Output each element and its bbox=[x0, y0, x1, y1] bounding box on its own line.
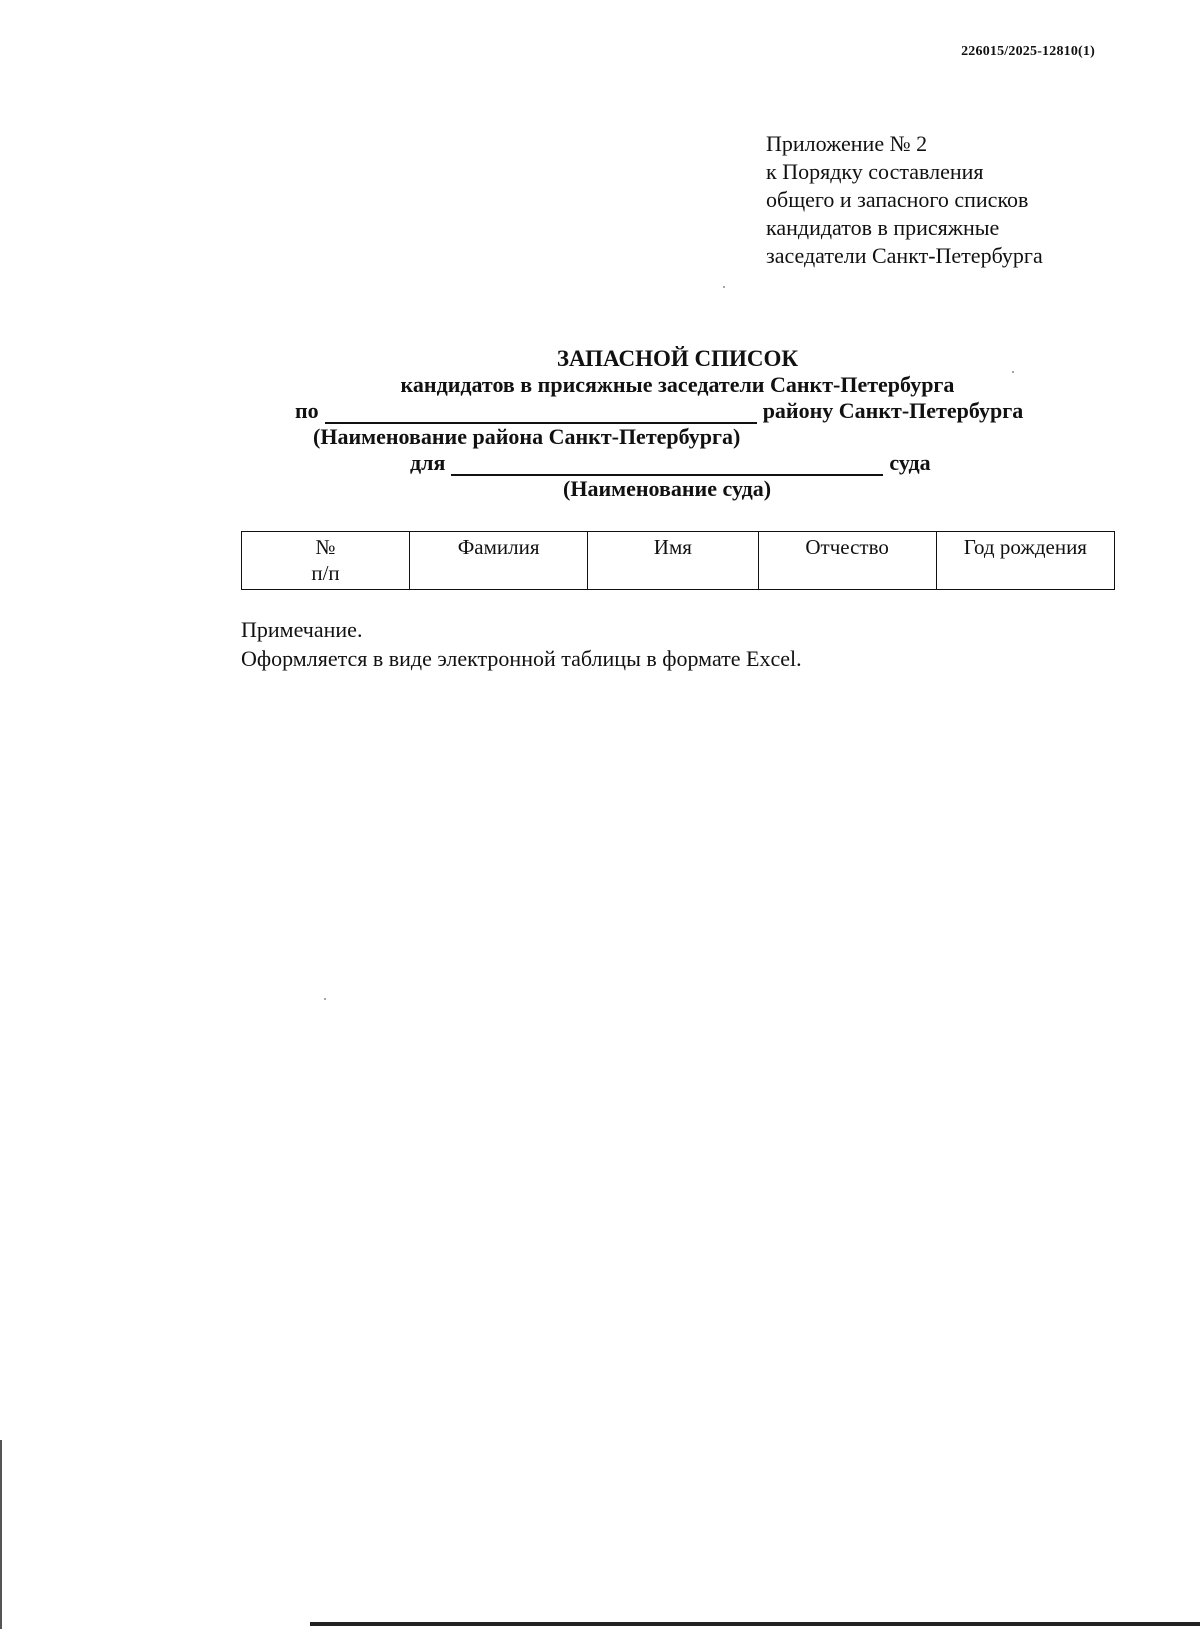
district-suffix: району Санкт-Петербурга bbox=[762, 398, 1024, 423]
header-surname: Фамилия bbox=[410, 532, 588, 590]
court-caption: (Наименование суда) bbox=[563, 476, 772, 501]
appendix-line: кандидатов в присяжные bbox=[766, 215, 1000, 240]
court-prefix: для bbox=[410, 450, 446, 475]
note-text: Оформляется в виде электронной таблицы в формате Excel. bbox=[241, 646, 802, 671]
court-line bbox=[410, 450, 931, 476]
district-caption: (Наименование района Санкт-Петербурга) bbox=[313, 424, 741, 449]
header-name: Имя bbox=[588, 532, 758, 590]
header-birth-year: Год рождения bbox=[936, 532, 1114, 590]
district-blank bbox=[325, 402, 757, 424]
table-header-row bbox=[242, 532, 1115, 590]
scan-speck bbox=[324, 998, 326, 1000]
scan-bottom-edge bbox=[310, 1622, 1200, 1626]
court-suffix: суда bbox=[889, 450, 931, 475]
appendix-line: к Порядку составления bbox=[766, 159, 984, 184]
scan-speck bbox=[723, 286, 725, 288]
scan-speck bbox=[1012, 371, 1014, 373]
document-title: ЗАПАСНОЙ СПИСОК bbox=[556, 346, 799, 371]
header-number-line1: № bbox=[315, 535, 336, 559]
court-blank bbox=[451, 454, 883, 476]
scan-edge bbox=[0, 1440, 2, 1629]
district-prefix: по bbox=[295, 398, 319, 423]
header-patronymic: Отчество bbox=[758, 532, 936, 590]
note-block bbox=[241, 615, 802, 673]
district-line bbox=[295, 398, 1023, 424]
appendix-line: общего и запасного списков bbox=[766, 187, 1029, 212]
document-number: 226015/2025-12810(1) bbox=[961, 44, 1095, 59]
header-number bbox=[242, 532, 410, 590]
appendix-line: Приложение № 2 bbox=[766, 131, 928, 156]
candidates-table bbox=[241, 531, 1115, 590]
document-subtitle: кандидатов в присяжные заседатели Санкт-Петербурга bbox=[400, 372, 955, 397]
appendix-line: заседатели Санкт-Петербурга bbox=[766, 243, 1043, 268]
header-number-line2: п/п bbox=[311, 561, 340, 585]
note-label: Примечание. bbox=[241, 617, 363, 642]
appendix-block bbox=[766, 130, 1043, 270]
